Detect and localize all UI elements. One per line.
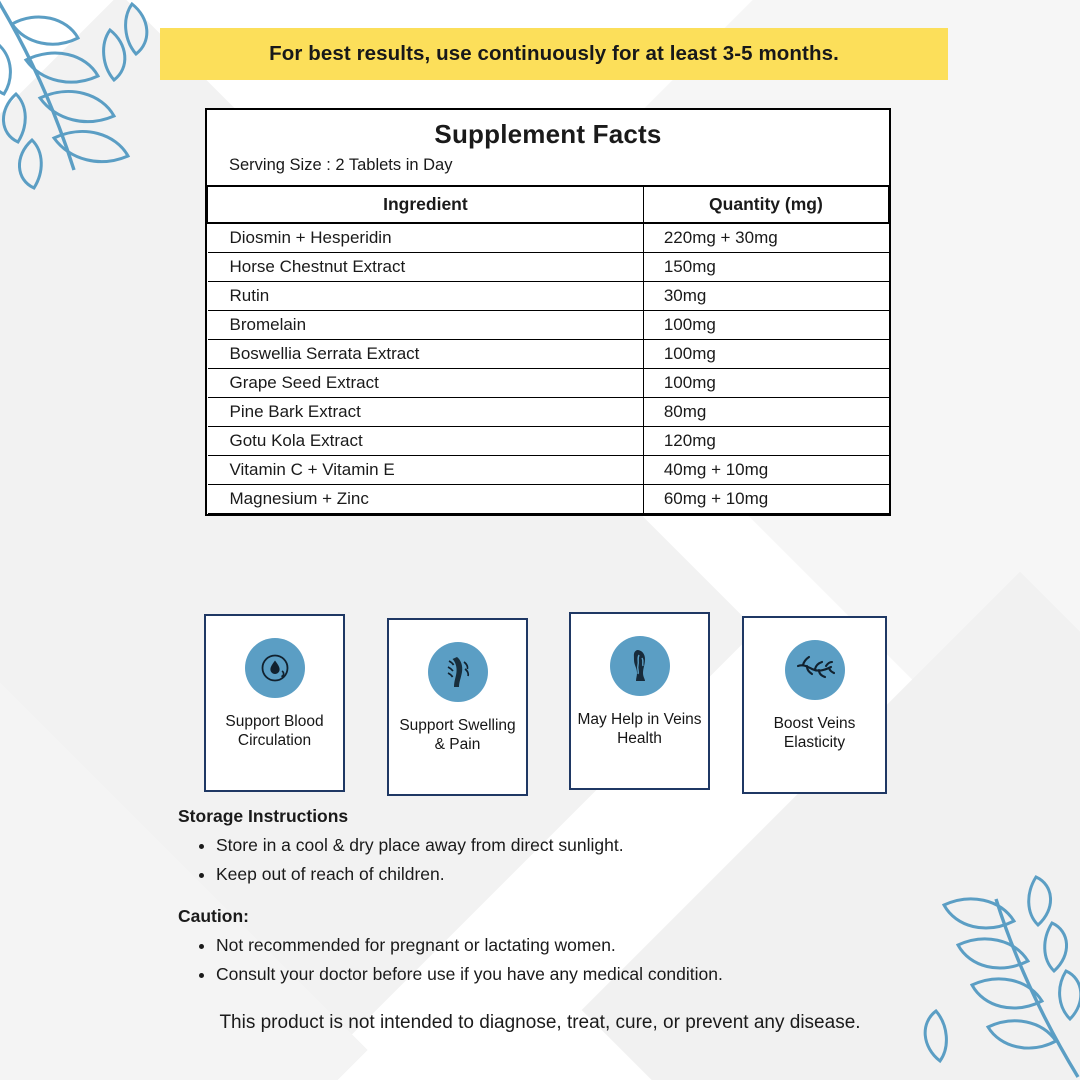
benefit-cards [200, 608, 890, 798]
cell-ingredient: Magnesium + Zinc [208, 485, 644, 514]
cell-ingredient: Diosmin + Hesperidin [208, 223, 644, 253]
cell-quantity: 100mg [643, 340, 888, 369]
cell-ingredient: Pine Bark Extract [208, 398, 644, 427]
cell-quantity: 80mg [643, 398, 888, 427]
cell-quantity: 40mg + 10mg [643, 456, 888, 485]
leg-vein-icon [610, 636, 670, 696]
table-row [208, 311, 889, 340]
benefit-card-label: Support Blood Circulation [225, 713, 324, 750]
benefit-card-blood-circulation [204, 614, 345, 792]
cell-quantity: 220mg + 30mg [643, 223, 888, 253]
list-item: • Consult your doctor before use if you have any medical condition. [216, 960, 1008, 989]
vein-branch-icon [785, 640, 845, 700]
column-header-quantity: Quantity (mg) [643, 186, 888, 223]
instructions-block [178, 806, 1008, 1006]
cell-quantity: 100mg [643, 311, 888, 340]
supplement-facts-panel [205, 108, 891, 516]
banner-text: For best results, use continuously for at least 3-5 months. [269, 42, 839, 65]
cell-quantity: 60mg + 10mg [643, 485, 888, 514]
table-header-row [208, 186, 889, 223]
list-item: • Keep out of reach of children. [216, 860, 1008, 889]
table-row [208, 282, 889, 311]
disclaimer-text: This product is not intended to diagnose, treat, cure, or prevent any disease. [219, 1012, 861, 1033]
benefit-card-label: Support Swelling & Pain [399, 717, 516, 754]
benefit-card-swelling-pain [387, 618, 528, 796]
cell-quantity: 120mg [643, 427, 888, 456]
cell-ingredient: Gotu Kola Extract [208, 427, 644, 456]
storage-list [178, 831, 1008, 890]
supplement-facts-title: Supplement Facts [434, 119, 662, 149]
cell-ingredient: Rutin [208, 282, 644, 311]
table-row [208, 223, 889, 253]
best-results-banner [160, 28, 948, 80]
table-row [208, 456, 889, 485]
table-row [208, 398, 889, 427]
table-row [208, 253, 889, 282]
cell-ingredient: Horse Chestnut Extract [208, 253, 644, 282]
blood-drop-circulation-icon [245, 638, 305, 698]
column-header-ingredient: Ingredient [208, 186, 644, 223]
leg-swelling-icon [428, 642, 488, 702]
table-row [208, 340, 889, 369]
benefit-card-veins-elasticity [742, 616, 887, 794]
supplement-facts-table [207, 185, 889, 514]
cell-quantity: 100mg [643, 369, 888, 398]
benefit-card-veins-health [569, 612, 710, 790]
cell-quantity: 30mg [643, 282, 888, 311]
benefit-card-label: Boost Veins Elasticity [773, 715, 856, 752]
list-item: • Not recommended for pregnant or lactating women. [216, 931, 1008, 960]
caution-list [178, 931, 1008, 990]
cell-ingredient: Boswellia Serrata Extract [208, 340, 644, 369]
list-item: • Store in a cool & dry place away from direct sunlight. [216, 831, 1008, 860]
cell-ingredient: Grape Seed Extract [208, 369, 644, 398]
serving-size-text: Serving Size : 2 Tablets in Day [229, 156, 453, 174]
storage-heading: Storage Instructions [178, 806, 349, 826]
table-row [208, 427, 889, 456]
table-row [208, 485, 889, 514]
table-row [208, 369, 889, 398]
caution-heading: Caution: [178, 905, 249, 926]
cell-ingredient: Vitamin C + Vitamin E [208, 456, 644, 485]
benefit-card-label: May Help in Veins Health [577, 711, 702, 748]
cell-ingredient: Bromelain [208, 311, 644, 340]
cell-quantity: 150mg [643, 253, 888, 282]
